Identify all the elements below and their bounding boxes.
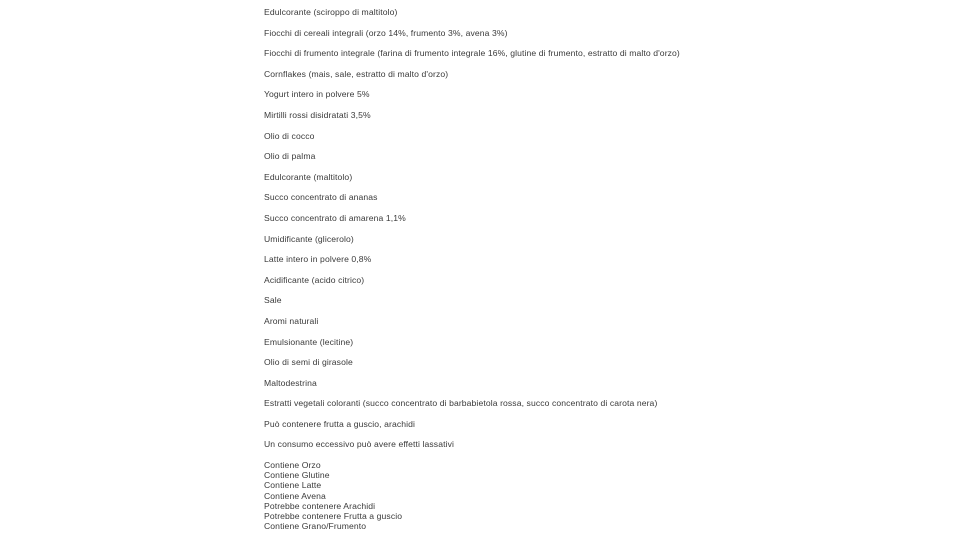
ingredient-item: Olio di semi di girasole xyxy=(264,357,353,368)
ingredient-item: Acidificante (acido citrico) xyxy=(264,274,365,285)
allergen-item: Potrebbe contenere Frutta a guscio xyxy=(264,510,403,521)
ingredient-item: Fiocchi di frumento integrale (farina di frumento integrale 16%, glutine di frumento, estratto di malto d'orzo) xyxy=(264,48,680,59)
ingredient-item: Maltodestrina xyxy=(264,377,317,388)
ingredient-item: Olio di cocco xyxy=(264,130,315,141)
ingredient-item: Emulsionante (lecitine) xyxy=(264,336,354,347)
allergen-item: Contiene Avena xyxy=(264,490,326,501)
ingredient-item: Estratti vegetali coloranti (succo concentrato di barbabietola rossa, succo concentrato di carota nera) xyxy=(264,398,658,409)
ingredient-item: Succo concentrato di amarena 1,1% xyxy=(264,212,406,223)
ingredient-item: Latte intero in polvere 0,8% xyxy=(264,254,372,265)
allergen-item: Potrebbe contenere Arachidi xyxy=(264,500,376,511)
ingredient-item: Aromi naturali xyxy=(264,315,319,326)
ingredient-list xyxy=(264,6,924,459)
allergen-item: Contiene Glutine xyxy=(264,470,330,481)
ingredient-item: Yogurt intero in polvere 5% xyxy=(264,89,370,100)
ingredient-item: Può contenere frutta a guscio, arachidi xyxy=(264,418,416,429)
allergen-list xyxy=(264,460,402,531)
ingredient-item: Sale xyxy=(264,295,282,306)
allergen-item: Contiene Grano/Frumento xyxy=(264,521,367,532)
ingredient-item: Succo concentrato di ananas xyxy=(264,192,378,203)
ingredient-item: Un consumo eccessivo può avere effetti lassativi xyxy=(264,439,454,450)
allergen-item: Contiene Orzo xyxy=(264,460,321,470)
ingredient-item: Fiocchi di cereali integrali (orzo 14%, frumento 3%, avena 3%) xyxy=(264,27,508,38)
ingredient-item: Edulcorante (maltitolo) xyxy=(264,171,353,182)
ingredient-item: Mirtilli rossi disidratati 3,5% xyxy=(264,109,371,120)
ingredient-item: Umidificante (glicerolo) xyxy=(264,233,354,244)
ingredient-item: Cornflakes (mais, sale, estratto di malto d'orzo) xyxy=(264,68,449,79)
ingredient-item: Olio di palma xyxy=(264,151,316,162)
allergen-item: Contiene Latte xyxy=(264,480,322,491)
ingredient-item: Edulcorante (sciroppo di maltitolo) xyxy=(264,7,398,17)
